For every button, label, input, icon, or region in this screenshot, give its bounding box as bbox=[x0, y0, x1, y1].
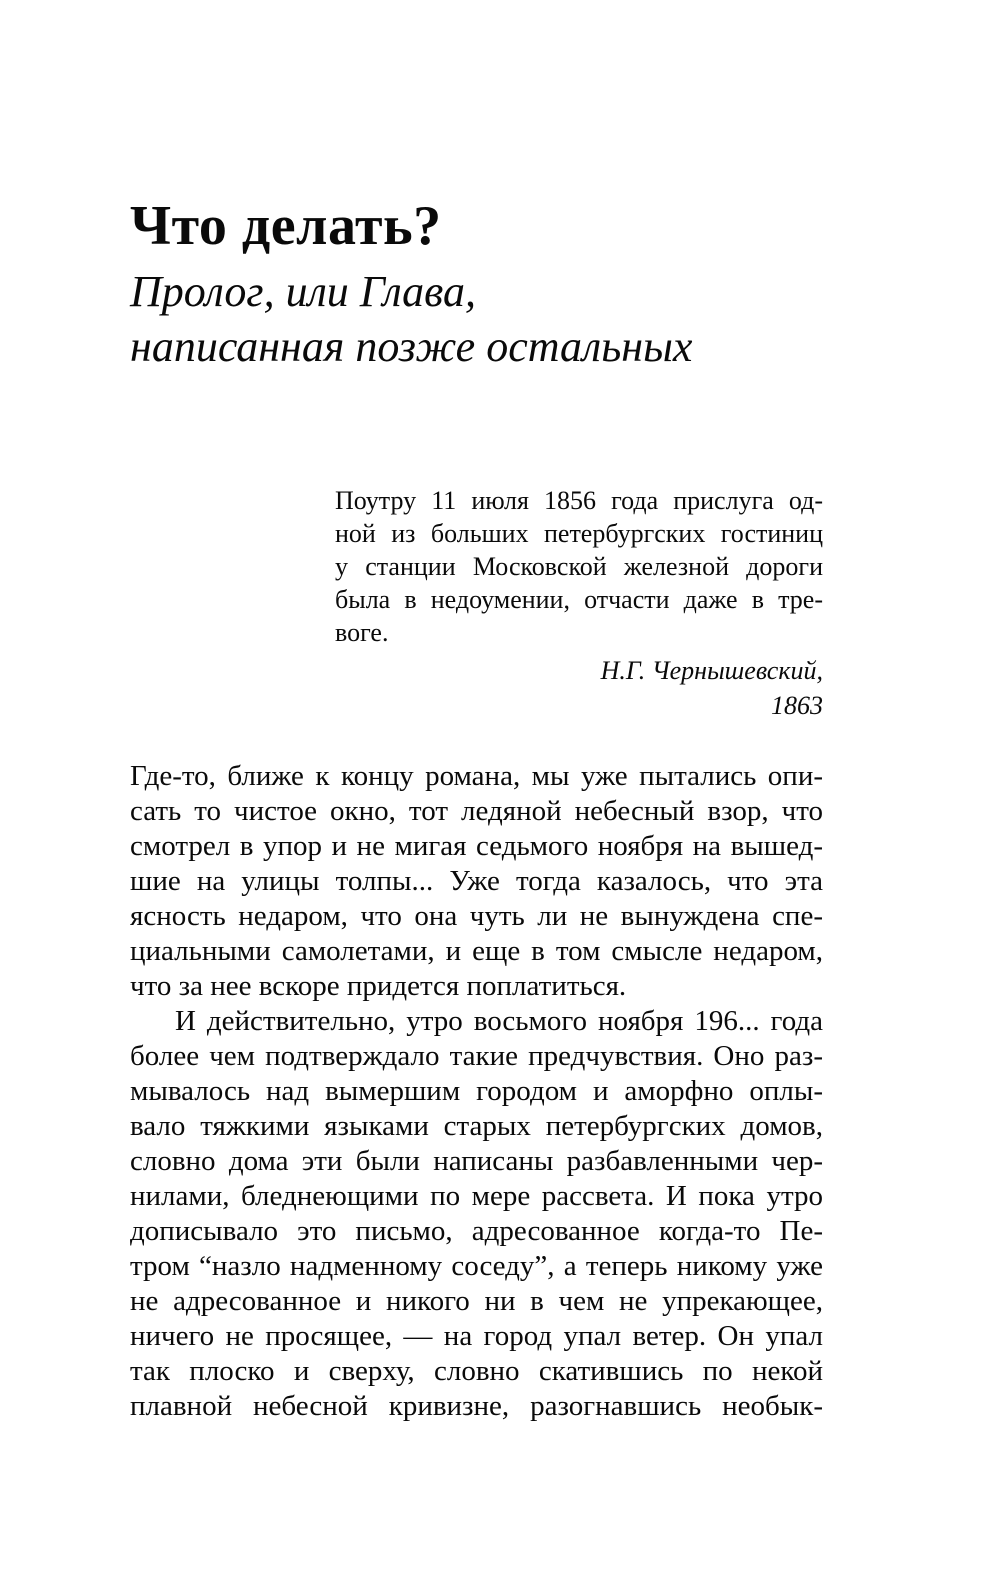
text-line: нилами, бледнеющими по мере рассвета. И пока утро bbox=[130, 1180, 823, 1212]
text-line: сать то чистое окно, тот ледяной небесный взор, что bbox=[130, 795, 823, 827]
subtitle-line: Пролог, или Глава, bbox=[130, 267, 476, 316]
chapter-title: Что делать? bbox=[130, 195, 442, 257]
attribution-year: 1863 bbox=[771, 691, 823, 720]
paragraph bbox=[130, 1004, 823, 1424]
text-line: у станции Московской железной дороги bbox=[335, 552, 823, 581]
paragraph bbox=[130, 759, 823, 1004]
text-line: была в недоумении, отчасти даже в тре- bbox=[335, 585, 823, 614]
text-line: Где-то, ближе к концу романа, мы уже пытались опи- bbox=[130, 760, 823, 792]
epigraph bbox=[335, 484, 823, 649]
text-line: И действительно, утро восьмого ноября 196... года bbox=[175, 1005, 823, 1037]
attribution-author: Н.Г. Чернышевский, bbox=[600, 656, 823, 685]
text-line: дописывало это письмо, адресованное когда-то Пе- bbox=[130, 1215, 823, 1247]
text-line: что за нее вскоре придется поплатиться. bbox=[130, 970, 627, 1002]
text-line: воге. bbox=[335, 618, 389, 647]
text-line: смотрел в упор и не мигая седьмого ноября на вышед- bbox=[130, 830, 823, 862]
text-line: Поутру 11 июля 1856 года прислуга од- bbox=[335, 486, 823, 515]
text-line: циальными самолетами, и еще в том смысле недаром, bbox=[130, 935, 823, 967]
text-line: тром “назло надменному соседу”, а теперь никому уже bbox=[130, 1250, 823, 1282]
text-line: мывалось над вымершим городом и аморфно оплы- bbox=[130, 1075, 823, 1107]
epigraph-attribution bbox=[335, 653, 823, 723]
subtitle-line: написанная позже остальных bbox=[130, 322, 693, 371]
text-line: не адресованное и никого ни в чем не упрекающее, bbox=[130, 1285, 823, 1317]
chapter-subtitle bbox=[130, 264, 823, 374]
text-line: ясность недаром, что она чуть ли не вынуждена спе- bbox=[130, 900, 823, 932]
text-line: более чем подтверждало такие предчувствия. Оно раз- bbox=[130, 1040, 823, 1072]
text-line: шие на улицы толпы... Уже тогда казалось, что эта bbox=[130, 865, 823, 897]
text-line: вало тяжкими языками старых петербургских домов, bbox=[130, 1110, 823, 1142]
text-line: словно дома эти были написаны разбавленными чер- bbox=[130, 1145, 823, 1177]
text-line: ничего не просящее, — на город упал ветер. Он упал bbox=[130, 1320, 823, 1352]
body-text bbox=[130, 759, 823, 1424]
text-line: плавной небесной кривизне, разогнавшись необык- bbox=[130, 1390, 823, 1422]
text-line: ной из больших петербургских гостиниц bbox=[335, 519, 823, 548]
text-line: так плоско и сверху, словно скатившись по некой bbox=[130, 1355, 823, 1387]
